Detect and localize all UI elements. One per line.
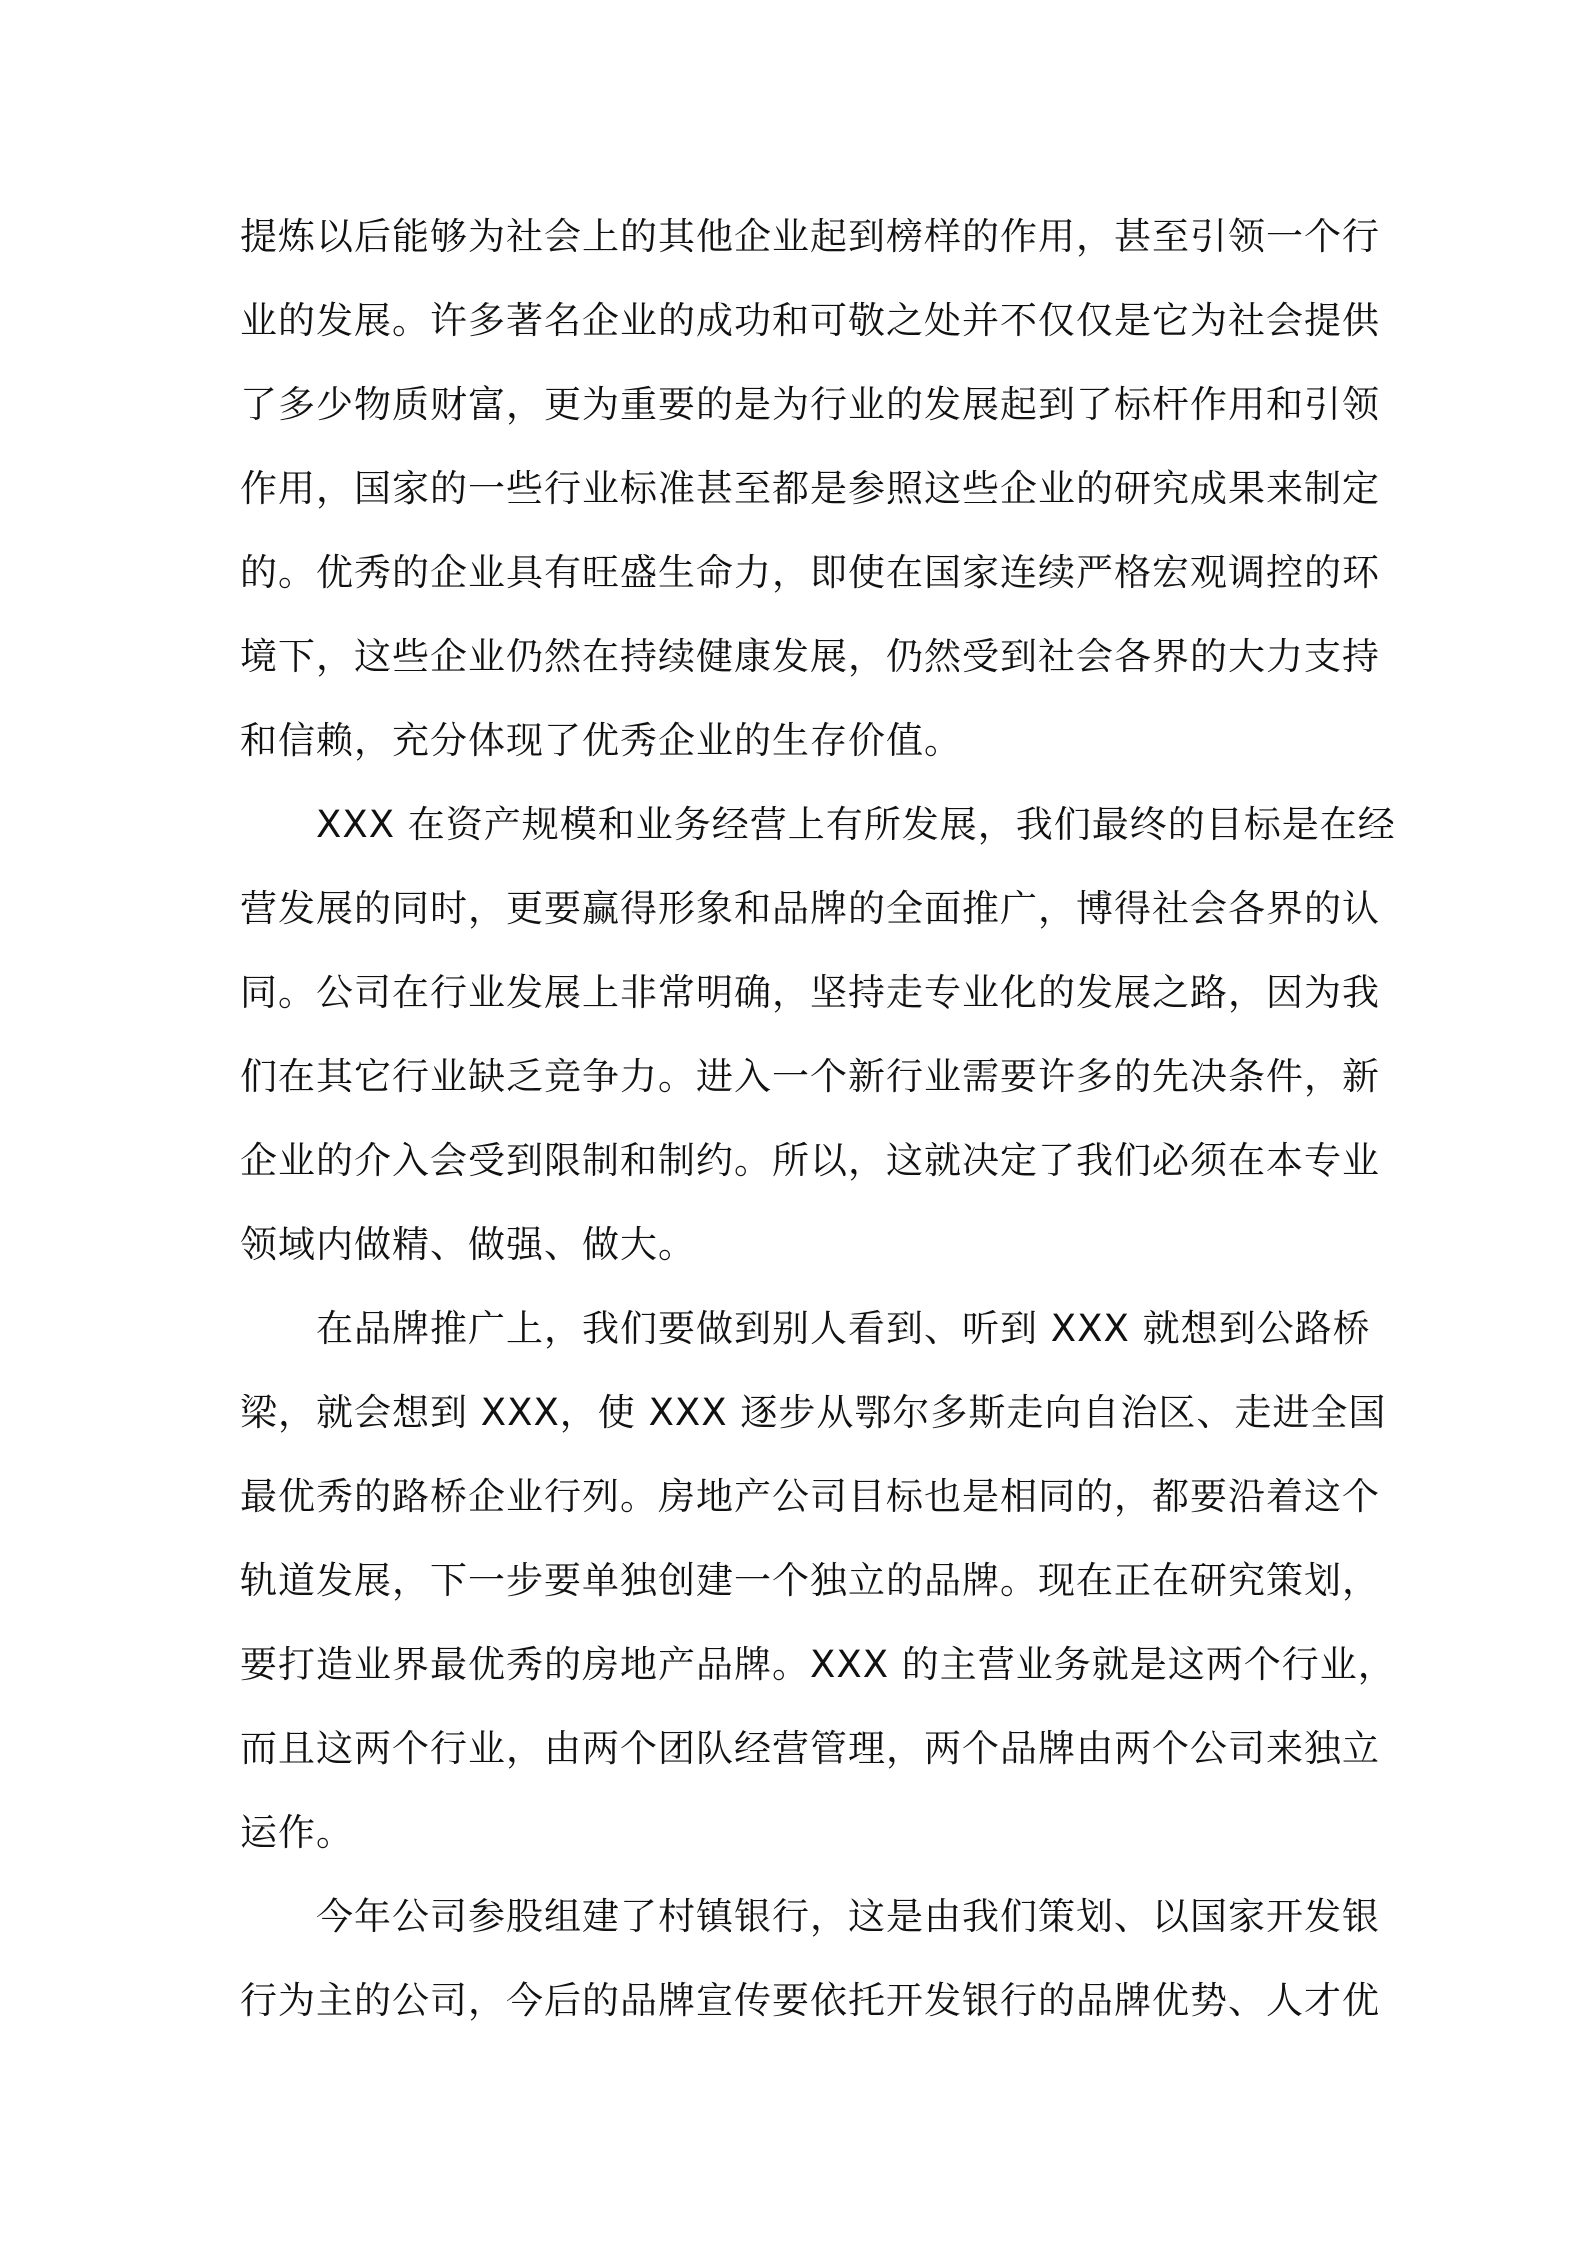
paragraph-3 (240, 1287, 1396, 1875)
text-line: 在品牌推广上，我们要做到别人看到、听到 XXX 就想到公路桥 (316, 1307, 1371, 1350)
text-line: 同。公司在行业发展上非常明确，坚持走专业化的发展之路，因为我 (240, 971, 1380, 1014)
text-line: 们在其它行业缺乏竞争力。进入一个新行业需要许多的先决条件，新 (240, 1055, 1380, 1098)
text-line: 提炼以后能够为社会上的其他企业起到榜样的作用，甚至引领一个行 (240, 215, 1380, 258)
text-line: 境下，这些企业仍然在持续健康发展，仍然受到社会各界的大力支持 (240, 635, 1380, 678)
paragraph-4 (240, 1875, 1380, 2043)
text-line: 了多少物质财富，更为重要的是为行业的发展起到了标杆作用和引领 (240, 383, 1380, 426)
text-line: 的。优秀的企业具有旺盛生命力，即使在国家连续严格宏观调控的环 (240, 551, 1380, 594)
text-line: 最优秀的路桥企业行列。房地产公司目标也是相同的，都要沿着这个 (240, 1475, 1380, 1518)
paragraph-2 (240, 783, 1396, 1287)
document-body (240, 195, 1396, 2043)
text-line: 要打造业界最优秀的房地产品牌。XXX 的主营业务就是这两个行业， (240, 1643, 1396, 1686)
text-line: 营发展的同时，更要赢得形象和品牌的全面推广，博得社会各界的认 (240, 887, 1380, 930)
text-line: 运作。 (240, 1811, 354, 1854)
text-line: 业的发展。许多著名企业的成功和可敬之处并不仅仅是它为社会提供 (240, 299, 1380, 342)
text-line: 领域内做精、做强、做大。 (240, 1223, 696, 1266)
text-line: 行为主的公司，今后的品牌宣传要依托开发银行的品牌优势、人才优 (240, 1979, 1380, 2022)
text-line: 梁，就会想到 XXX，使 XXX 逐步从鄂尔多斯走向自治区、走进全国 (240, 1391, 1387, 1434)
text-line: 和信赖，充分体现了优秀企业的生存价值。 (240, 719, 962, 762)
text-line: 轨道发展，下一步要单独创建一个独立的品牌。现在正在研究策划， (240, 1559, 1380, 1602)
text-line: 今年公司参股组建了村镇银行，这是由我们策划、以国家开发银 (316, 1895, 1380, 1938)
text-line: 作用，国家的一些行业标准甚至都是参照这些企业的研究成果来制定 (240, 467, 1380, 510)
text-line: XXX 在资产规模和业务经营上有所发展，我们最终的目标是在经 (316, 803, 1396, 846)
text-line: 企业的介入会受到限制和制约。所以，这就决定了我们必须在本专业 (240, 1139, 1380, 1182)
text-line: 而且这两个行业，由两个团队经营管理，两个品牌由两个公司来独立 (240, 1727, 1380, 1770)
paragraph-1 (240, 195, 1380, 783)
